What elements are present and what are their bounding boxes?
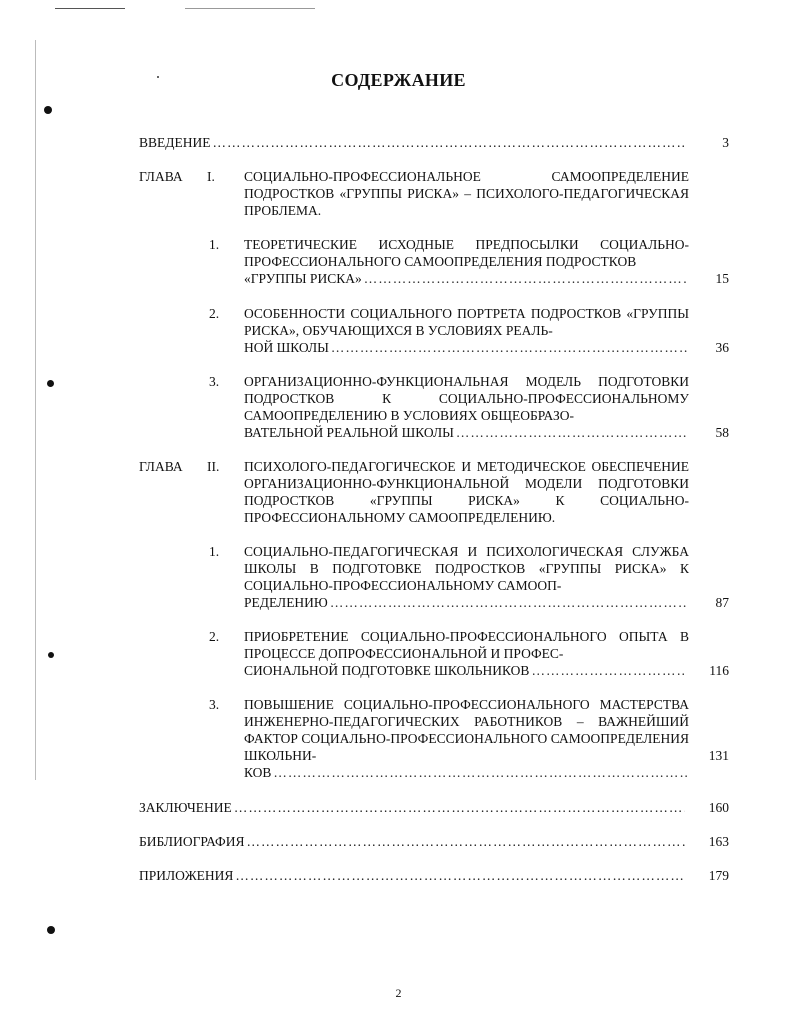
section-page: 36 (715, 340, 729, 355)
toc-conclusion-page: 160 (708, 800, 729, 815)
page-number: 2 (395, 986, 402, 1000)
section-title: СОЦИАЛЬНО-ПЕДАГОГИЧЕСКАЯ И ПСИХОЛОГИЧЕСКАЯ СЛУЖБА ШКОЛЫ В ПОДГОТОВКЕ ПОДРОСТКОВ «ГРУППЫ РИСКА» К СОЦИАЛЬНО-ПРОФЕССИОНАЛЬНОМУ САМООП- (244, 544, 689, 593)
toc-bibliography (139, 833, 729, 850)
section-number: 3. (209, 697, 220, 712)
scan-artifact-dot (48, 652, 54, 658)
dot-leader (330, 594, 687, 611)
section-page: 15 (715, 271, 729, 286)
dot-leader (212, 134, 685, 151)
scan-artifact-line (55, 8, 125, 9)
chapter-number: II. (207, 459, 220, 474)
section-title: ТЕОРЕТИЧЕСКИЕ ИСХОДНЫЕ ПРЕДПОСЫЛКИ СОЦИАЛЬНО-ПРОФЕССИОНАЛЬНОГО САМООПРЕДЕЛЕНИЯ ПОДРОСТКОВ (244, 237, 689, 269)
toc-bibliography-label: БИБЛИОГРАФИЯ (139, 834, 245, 849)
chapter-label: ГЛАВА (139, 169, 183, 184)
toc-appendix (139, 867, 729, 884)
toc-conclusion (139, 799, 729, 816)
dot-leader (235, 867, 685, 884)
chapter-title: СОЦИАЛЬНО-ПРОФЕССИОНАЛЬНОЕ САМООПРЕДЕЛЕНИЕ ПОДРОСТКОВ «ГРУППЫ РИСКА» – ПСИХОЛОГО-ПЕДАГОГИЧЕСКАЯ ПРОБЛЕМА. (244, 169, 689, 218)
section-title-last-line: РЕДЕЛЕНИЮ (244, 595, 328, 610)
section-page: 58 (715, 425, 729, 440)
scan-artifact-dot (47, 926, 55, 934)
dot-leader (531, 662, 687, 679)
chapter-title: ПСИХОЛОГО-ПЕДАГОГИЧЕСКОЕ И МЕТОДИЧЕСКОЕ ОБЕСПЕЧЕНИЕ ОРГАНИЗАЦИОННО-ФУНКЦИОНАЛЬНОЙ МОДЕЛИ ПОДГОТОВКИ ПОДРОСТКОВ «ГРУППЫ РИСКА» К СОЦИАЛЬНО-ПРОФЕССИОНАЛЬНОМУ САМООПРЕДЕЛЕНИЮ. (244, 459, 689, 525)
section-title-last-line: СИОНАЛЬНОЙ ПОДГОТОВКЕ ШКОЛЬНИКОВ (244, 663, 530, 678)
scan-artifact-dot (44, 106, 52, 114)
page-title: СОДЕРЖАНИЕ (331, 70, 466, 90)
scan-artifact-line (185, 8, 315, 9)
section-title-last-line: ВАТЕЛЬНОЙ РЕАЛЬНОЙ ШКОЛЫ (244, 425, 454, 440)
toc-appendix-label: ПРИЛОЖЕНИЯ (139, 868, 234, 883)
scan-artifact-margin (35, 40, 36, 780)
section-page: 116 (709, 663, 729, 678)
section-title: ПРИОБРЕТЕНИЕ СОЦИАЛЬНО-ПРОФЕССИОНАЛЬНОГО ОПЫТА В ПРОЦЕССЕ ДОПРОФЕССИОНАЛЬНОЙ И ПРОФЕС- (244, 629, 689, 661)
chapter-label: ГЛАВА (139, 459, 183, 474)
section-number: 1. (209, 237, 220, 252)
dot-leader (364, 270, 687, 287)
toc-intro-page: 3 (722, 135, 729, 150)
section-number: 3. (209, 374, 220, 389)
toc-appendix-page: 179 (708, 868, 729, 883)
section-page: 131 (708, 748, 729, 763)
dot-leader (273, 764, 687, 781)
dot-leader (234, 799, 685, 816)
section-title-last-line: «ГРУППЫ РИСКА» (244, 271, 362, 286)
section-title-last-line: КОВ (244, 765, 272, 780)
scan-artifact-dot (47, 380, 54, 387)
dot-leader (246, 833, 685, 850)
section-number: 2. (209, 306, 220, 321)
section-number: 2. (209, 629, 220, 644)
section-title: ОСОБЕННОСТИ СОЦИАЛЬНОГО ПОРТРЕТА ПОДРОСТКОВ «ГРУППЫ РИСКА», ОБУЧАЮЩИХСЯ В УСЛОВИЯХ РЕАЛЬ- (244, 306, 689, 338)
dot-leader (456, 424, 687, 441)
chapter-number: I. (207, 169, 215, 184)
section-number: 1. (209, 544, 220, 559)
section-page: 87 (715, 595, 729, 610)
section-title: ОРГАНИЗАЦИОННО-ФУНКЦИОНАЛЬНАЯ МОДЕЛЬ ПОДГОТОВКИ ПОДРОСТКОВ К СОЦИАЛЬНО-ПРОФЕССИОНАЛЬНОМУ САМООПРЕДЕЛЕНИЮ В УСЛОВИЯХ ОБЩЕОБРАЗО- (244, 374, 689, 423)
toc-intro-label: ВВЕДЕНИЕ (139, 135, 211, 150)
toc-conclusion-label: ЗАКЛЮЧЕНИЕ (139, 800, 232, 815)
toc-intro (139, 134, 729, 151)
toc-bibliography-page: 163 (708, 834, 729, 849)
dot-leader (331, 339, 687, 356)
section-title: ПОВЫШЕНИЕ СОЦИАЛЬНО-ПРОФЕССИОНАЛЬНОГО МАСТЕРСТВА ИНЖЕНЕРНО-ПЕДАГОГИЧЕСКИХ РАБОТНИКОВ – ВАЖНЕЙШИЙ ФАКТОР СОЦИАЛЬНО-ПРОФЕССИОНАЛЬНОГО САМООПРЕДЕЛЕНИЯ ШКОЛЬНИ- (244, 697, 689, 763)
section-title-last-line: НОЙ ШКОЛЫ (244, 340, 329, 355)
